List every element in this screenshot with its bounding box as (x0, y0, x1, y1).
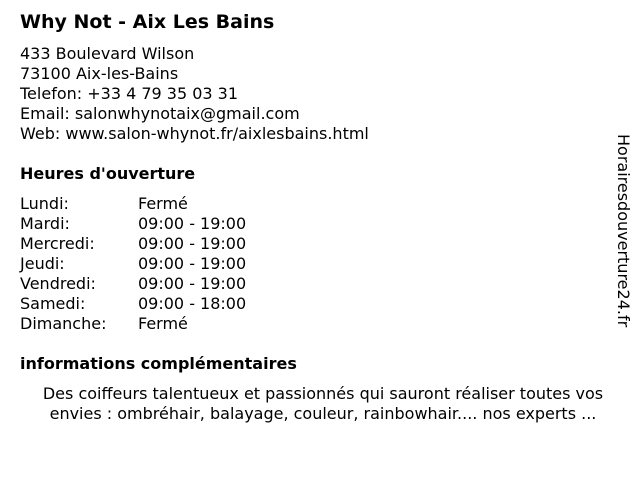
hours-time: 09:00 - 19:00 (138, 254, 247, 273)
address-line-2: 73100 Aix-les-Bains (20, 64, 179, 83)
info-line-1: Des coiffeurs talentueux et passionnés qui sauront réaliser toutes vos (42, 384, 604, 403)
hours-day: Jeudi: (20, 254, 65, 273)
opening-hours-heading: Heures d'ouverture (20, 164, 196, 183)
hours-row (20, 214, 246, 234)
website-text: Web: www.salon-whynot.fr/aixlesbains.html (20, 124, 369, 143)
hours-time: Fermé (138, 194, 188, 213)
hours-day: Mercredi: (20, 234, 95, 253)
hours-time: Fermé (138, 314, 188, 333)
email-text: Email: salonwhynotaix@gmail.com (20, 104, 300, 123)
hours-time: 09:00 - 19:00 (138, 214, 247, 233)
contact-block (20, 44, 369, 144)
site-watermark: Horairesdouverture24.fr (614, 134, 633, 328)
hours-row (20, 274, 246, 294)
address-line-1: 433 Boulevard Wilson (20, 44, 195, 63)
info-line-2: envies : ombréhair, balayage, couleur, rainbowhair.... nos experts ... (49, 404, 597, 423)
hours-day: Samedi: (20, 294, 86, 313)
hours-day: Lundi: (20, 194, 69, 213)
additional-info-heading: informations complémentaires (20, 354, 297, 373)
hours-row (20, 314, 246, 334)
hours-row (20, 294, 246, 314)
hours-row (20, 194, 246, 214)
hours-time: 09:00 - 19:00 (138, 274, 247, 293)
hours-time: 09:00 - 18:00 (138, 294, 247, 313)
hours-day: Dimanche: (20, 314, 107, 333)
hours-row (20, 234, 246, 254)
additional-info-text (20, 384, 626, 424)
hours-day: Mardi: (20, 214, 70, 233)
hours-day: Vendredi: (20, 274, 96, 293)
business-name: Why Not - Aix Les Bains (20, 11, 275, 33)
opening-hours-table (20, 194, 246, 334)
phone-text: Telefon: +33 4 79 35 03 31 (20, 84, 239, 103)
hours-time: 09:00 - 19:00 (138, 234, 247, 253)
hours-row (20, 254, 246, 274)
